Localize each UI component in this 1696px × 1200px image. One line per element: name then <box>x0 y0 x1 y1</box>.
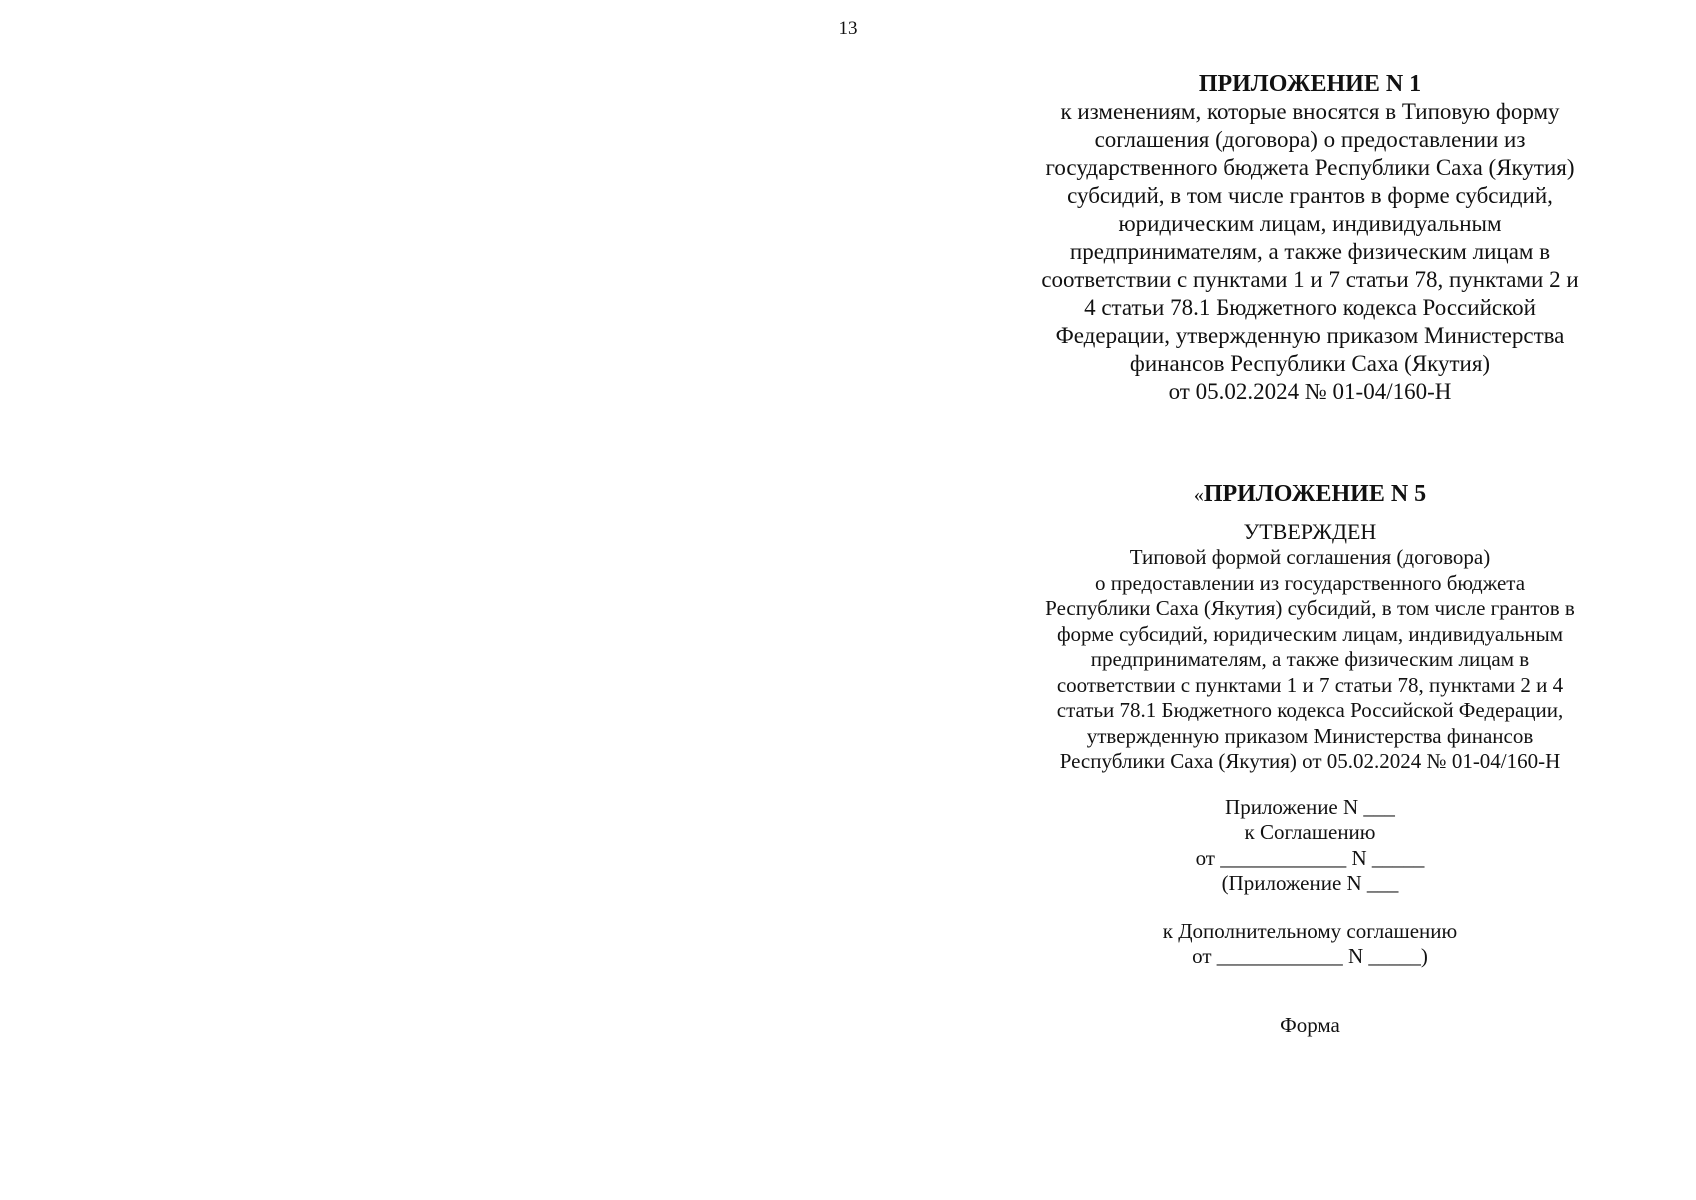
appendix-1-line: к изменениям, которые вносятся в Типовую форму <box>1060 99 1560 124</box>
page-number: 13 <box>838 18 858 39</box>
appendix-5-line: соответствии с пунктами 1 и 7 статьи 78, пунктами 2 и 4 <box>1056 672 1564 697</box>
appendix-5-description <box>1015 545 1605 775</box>
attachment-number: Приложение N ___ <box>1225 794 1395 819</box>
attachment-alt-number: (Приложение N ___ <box>1221 871 1399 895</box>
appendix-5-line: предпринимателям, а также физическим лицам в <box>1090 647 1530 671</box>
appendix-5-line: Типовой формой соглашения (договора) <box>1129 545 1491 569</box>
appendix-1-line: Федерации, утвержденную приказом Министерства <box>1055 323 1565 348</box>
appendix-1-line: государственного бюджета Республики Саха (Якутия) <box>1045 155 1575 180</box>
appendix-1-header <box>1015 70 1605 406</box>
appendix-1-title: ПРИЛОЖЕНИЕ N 1 <box>1198 71 1422 97</box>
appendix-5-line: форме субсидий, юридическим лицам, индивидуальным <box>1056 621 1564 646</box>
appendix-5-line: Республики Саха (Якутия) от 05.02.2024 № 01-04/160-Н <box>1059 749 1561 773</box>
appendix-1-line: соглашения (договора) о предоставлении из <box>1094 127 1526 152</box>
attachment-additional-agreement: к Дополнительному соглашению <box>1162 918 1458 943</box>
attachment-agreement: к Соглашению <box>1244 820 1376 844</box>
appendix-5-header <box>1015 480 1605 1038</box>
attachment-additional-date-number: от ____________ N _____) <box>1192 944 1428 968</box>
appendix-1-line: субсидий, в том числе грантов в форме субсидий, <box>1067 183 1553 208</box>
appendix-5-line: утвержденную приказом Министерства финансов <box>1086 723 1534 748</box>
appendix-1-line: соответствии с пунктами 1 и 7 статьи 78, пунктами 2 и <box>1041 267 1579 292</box>
approved-label: УТВЕРЖДЕН <box>1243 519 1377 544</box>
appendix-1-line: 4 статьи 78.1 Бюджетного кодекса Российской <box>1084 295 1536 320</box>
appendix-1-line: от 05.02.2024 № 01-04/160-Н <box>1168 379 1452 404</box>
appendix-5-line: Республики Саха (Якутия) субсидий, в том числе грантов в <box>1045 596 1575 620</box>
appendix-1-description <box>1015 98 1605 406</box>
appendix-5-title: ПРИЛОЖЕНИЕ N 5 <box>1203 481 1427 507</box>
appendix-1-line: финансов Республики Саха (Якутия) <box>1129 351 1491 376</box>
attachment-date-number: от ____________ N _____ <box>1195 845 1425 870</box>
spacer <box>1015 897 1605 919</box>
attachment-block <box>1015 795 1605 970</box>
appendix-1-line: юридическим лицам, индивидуальным <box>1118 211 1502 236</box>
appendix-5-line: о предоставлении из государственного бюджета <box>1094 570 1526 595</box>
opening-quote: « <box>1193 484 1204 506</box>
appendix-1-line: предпринимателям, а также физическим лицам в <box>1069 239 1551 264</box>
appendix-5-line: статьи 78.1 Бюджетного кодекса Российской Федерации, <box>1056 698 1564 722</box>
form-label: Форма <box>1280 1012 1340 1037</box>
appendix-5-title-row <box>1015 480 1605 509</box>
